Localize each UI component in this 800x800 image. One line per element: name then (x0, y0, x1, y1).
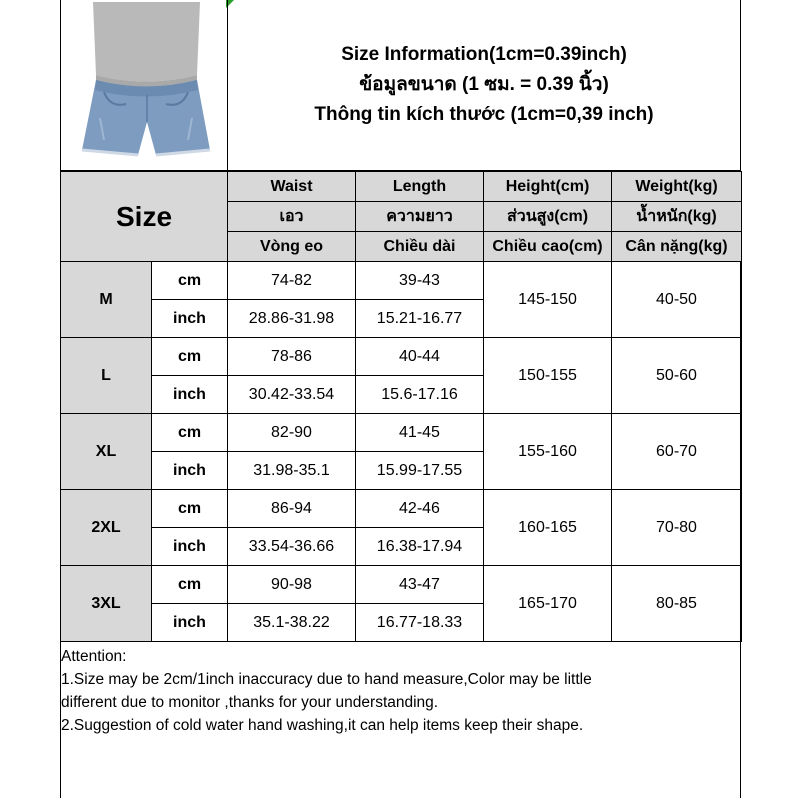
weight-value: 80-85 (612, 566, 742, 642)
col-header-length-th: ความยาว (356, 202, 484, 232)
unit-inch: inch (152, 604, 228, 642)
height-value: 145-150 (484, 262, 612, 338)
height-value: 150-155 (484, 338, 612, 414)
waist-cm: 74-82 (228, 262, 356, 300)
col-header-waist-th: เอว (228, 202, 356, 232)
title-english: Size Information(1cm=0.39inch) (341, 44, 627, 65)
title-vietnamese: Thông tin kích thước (1cm=0,39 inch) (314, 104, 654, 125)
attention-note-2: 2.Suggestion of cold water hand washing,it can help items keep their shape. (61, 717, 584, 734)
size-header: Size (61, 172, 228, 262)
unit-inch: inch (152, 452, 228, 490)
size-name: 3XL (61, 566, 152, 642)
col-header-height-en: Height(cm) (484, 172, 612, 202)
waist-inch: 31.98-35.1 (228, 452, 356, 490)
length-inch: 16.38-17.94 (356, 528, 484, 566)
waist-inch: 35.1-38.22 (228, 604, 356, 642)
waist-cm: 82-90 (228, 414, 356, 452)
unit-cm: cm (152, 262, 228, 300)
size-name: L (61, 338, 152, 414)
waist-cm: 86-94 (228, 490, 356, 528)
weight-value: 50-60 (612, 338, 742, 414)
length-cm: 41-45 (356, 414, 484, 452)
length-inch: 15.6-17.16 (356, 376, 484, 414)
weight-value: 40-50 (612, 262, 742, 338)
length-inch: 15.21-16.77 (356, 300, 484, 338)
unit-cm: cm (152, 490, 228, 528)
waist-cm: 90-98 (228, 566, 356, 604)
col-header-height-th: ส่วนสูง(cm) (484, 202, 612, 232)
unit-inch: inch (152, 300, 228, 338)
length-cm: 42-46 (356, 490, 484, 528)
col-header-weight-vi: Cân nặng(kg) (612, 232, 742, 262)
size-name: 2XL (61, 490, 152, 566)
unit-cm: cm (152, 338, 228, 376)
size-name: XL (61, 414, 152, 490)
col-header-weight-en: Weight(kg) (612, 172, 742, 202)
col-header-waist-vi: Vòng eo (228, 232, 356, 262)
attention-title: Attention: (61, 648, 127, 665)
length-inch: 15.99-17.55 (356, 452, 484, 490)
length-cm: 43-47 (356, 566, 484, 604)
height-value: 160-165 (484, 490, 612, 566)
length-cm: 39-43 (356, 262, 484, 300)
size-table (60, 171, 742, 642)
length-inch: 16.77-18.33 (356, 604, 484, 642)
weight-value: 70-80 (612, 490, 742, 566)
waist-cm: 78-86 (228, 338, 356, 376)
unit-cm: cm (152, 414, 228, 452)
unit-cm: cm (152, 566, 228, 604)
col-header-waist-en: Waist (228, 172, 356, 202)
title-thai: ข้อมูลขนาด (1 ซม. = 0.39 นิ้ว) (359, 74, 609, 95)
col-header-length-vi: Chiều dài (356, 232, 484, 262)
attention-note-1-cont: different due to monitor ,thanks for your understanding. (61, 694, 439, 711)
maternity-shorts-image (60, 0, 227, 170)
size-info-titles (228, 0, 740, 170)
length-cm: 40-44 (356, 338, 484, 376)
col-header-weight-th: น้ำหนัก(kg) (612, 202, 742, 232)
unit-inch: inch (152, 376, 228, 414)
attention-note-1: 1.Size may be 2cm/1inch inaccuracy due to hand measure,Color may be little (61, 671, 592, 688)
col-header-height-vi: Chiều cao(cm) (484, 232, 612, 262)
waist-inch: 33.54-36.66 (228, 528, 356, 566)
size-name: M (61, 262, 152, 338)
height-value: 165-170 (484, 566, 612, 642)
product-image-cell (60, 0, 228, 170)
waist-inch: 28.86-31.98 (228, 300, 356, 338)
height-value: 155-160 (484, 414, 612, 490)
unit-inch: inch (152, 528, 228, 566)
header-section (60, 0, 741, 171)
col-header-length-en: Length (356, 172, 484, 202)
attention-notes (61, 645, 736, 737)
waist-inch: 30.42-33.54 (228, 376, 356, 414)
weight-value: 60-70 (612, 414, 742, 490)
